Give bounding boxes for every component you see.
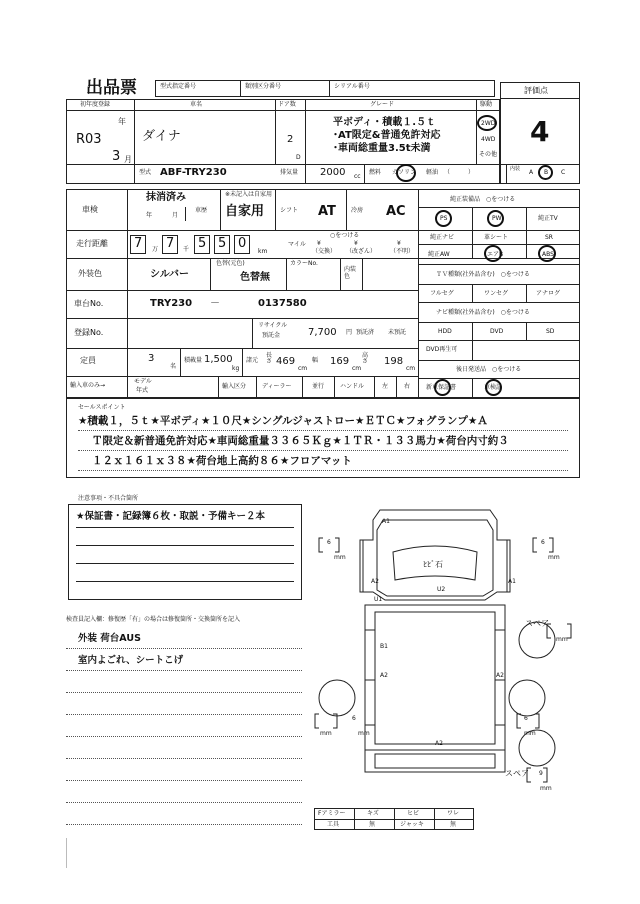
divider — [418, 189, 419, 398]
sales-points-line-3: １２ｘ１６１ｘ３８★荷台地上高約８６★フロアマット — [92, 455, 352, 467]
import-parallel: 並行 — [312, 383, 325, 390]
divider — [500, 98, 580, 99]
class-no-label: 類別区分番号 — [245, 83, 282, 90]
mileage-tamper: （改ざん） — [346, 248, 377, 255]
divider — [362, 258, 363, 290]
legend-break: ワレ — [447, 810, 460, 817]
equip-tv: 純正TV — [538, 215, 558, 222]
divider — [334, 376, 335, 398]
divider — [472, 322, 473, 340]
sales-points-line-1: ★積載１，５ｔ★平ボディ★１０尺★シングルジャストロー★ＥＴＣ★フォグランプ★Ａ — [78, 415, 488, 427]
chassis-label: 車台No. — [74, 299, 104, 308]
dimension-label: 諸元 — [246, 357, 259, 364]
fuel-gasoline: ガソリン — [392, 169, 417, 176]
displacement-unit: cc — [354, 173, 361, 180]
wheel-left — [319, 680, 355, 716]
shift-value: AT — [318, 204, 336, 219]
tire-bottom-mid-mm: mm — [358, 730, 370, 737]
tire-bottom-mid-value: 6 — [352, 715, 356, 722]
equip-abs-circle — [538, 245, 556, 262]
mileage-unknown: （不明） — [390, 248, 415, 255]
mileage-label: 走行距離 — [76, 239, 108, 248]
tv-analog: アナログ — [536, 290, 561, 297]
tire-top-left-value: 6 — [327, 539, 331, 546]
serial-no-label: シリアル番号 — [334, 83, 370, 90]
displacement-value: 2000 — [320, 167, 346, 178]
tire-top-left-mm: mm — [334, 554, 346, 561]
equip-navi: 純正ナビ — [430, 234, 455, 241]
rear-panel — [365, 750, 505, 772]
color-label: 外装色 — [78, 269, 102, 278]
divider — [305, 99, 306, 164]
legend-tools-value: 無 — [369, 821, 376, 828]
chassis-prefix: TRY230 — [150, 298, 193, 309]
divider — [346, 189, 347, 230]
divider — [472, 378, 473, 398]
divider — [256, 376, 257, 398]
grade-line-3: ･車両総重量3.5t未満 — [333, 143, 431, 154]
handle-left: 左 — [382, 383, 389, 390]
usage-note: ※未記入は自家用 — [225, 191, 273, 198]
fuel-label: 燃料 — [369, 169, 382, 176]
width-value: 169 — [330, 356, 350, 367]
divider — [418, 360, 580, 361]
height-value: 198 — [384, 356, 404, 367]
score-value: 4 — [530, 115, 550, 148]
spare-label-top: スペア — [525, 619, 549, 628]
label-u1: U1 — [374, 596, 383, 603]
navi-sd: SD — [546, 328, 555, 335]
usage-label: 車歴 — [195, 207, 208, 214]
interior-label: 内装 — [510, 166, 521, 172]
divider — [180, 348, 181, 376]
recycle-unit: 円 — [346, 329, 353, 336]
divider — [302, 376, 303, 398]
legend-scratch: キズ — [367, 810, 379, 817]
import-source-label: 輸入区分 — [222, 383, 247, 390]
tv-title: ＴＶ種類(社外品含む) ○をつける — [436, 271, 530, 278]
equipment-title: 純正装備品 ○をつける — [450, 196, 516, 203]
rule-line — [66, 802, 302, 803]
tire-top-right-mm: mm — [548, 554, 560, 561]
divider — [275, 189, 276, 230]
model-year-label-2: 年式 — [136, 387, 149, 394]
orig-color-value: 色替無 — [240, 272, 270, 283]
legend-jack-label: ジャッキ — [400, 821, 424, 828]
tv-oneseg: ワンセグ — [484, 290, 509, 297]
rule-line — [76, 581, 294, 582]
model-label: 型式 — [139, 169, 152, 176]
label-a2-bottom: A2 — [435, 740, 443, 747]
grade-line-1: 平ボディ・積載１.５ｔ — [333, 117, 436, 128]
mile-label: マイル — [288, 241, 306, 248]
equip-sr: SR — [545, 234, 553, 241]
model-value: ABF-TRY230 — [160, 167, 227, 178]
scan-edge — [66, 838, 67, 868]
interior-color-label: 内装色 — [344, 266, 357, 281]
rule-line — [76, 563, 294, 564]
divider — [396, 376, 397, 398]
equip-pw: PW — [492, 215, 502, 222]
mileage-digit-1: 7 — [134, 236, 143, 251]
inspection-value: 抹消済み — [146, 192, 186, 203]
spare-label-bottom: スペア — [505, 769, 529, 778]
divider — [472, 207, 473, 258]
drive-2wd-circle — [477, 115, 497, 131]
legend-crack: ヒビ — [407, 810, 420, 817]
displacement-label: 排気量 — [280, 169, 299, 176]
rule-line — [66, 648, 302, 649]
dvd-player: DVD再生可 — [426, 346, 458, 353]
drive-2wd: 2WD — [481, 120, 496, 127]
inspection-month: 月 — [172, 212, 179, 219]
inspection-year: 年 — [146, 212, 153, 219]
divider — [418, 207, 580, 208]
label-a2-right: A2 — [496, 672, 504, 679]
legend-tools-label: 工具 — [327, 821, 340, 828]
divider — [506, 164, 507, 184]
divider — [340, 258, 341, 290]
tire-bottom-right-mm: mm — [524, 730, 536, 737]
divider — [220, 189, 221, 230]
divider — [127, 189, 128, 381]
drive-other: その他 — [479, 151, 498, 158]
inspector-line-2: 室内よごれ、シートこげ — [78, 655, 184, 666]
divider — [418, 322, 580, 323]
recycle-not-deposited: 未預託 — [388, 329, 407, 336]
label-a1-top: A1 — [382, 518, 390, 525]
divider — [434, 808, 435, 830]
mileage-unit-sen: 千 — [183, 246, 190, 253]
equip-abs: ABS — [542, 251, 554, 258]
capacity-label: 定員 — [80, 356, 96, 365]
door-unit: D — [296, 154, 301, 161]
recycle-label-1: リサイクル — [258, 322, 288, 329]
rule-line — [78, 430, 568, 431]
divider — [418, 244, 580, 245]
divider — [134, 99, 135, 184]
divider — [240, 80, 241, 97]
color-value: シルバー — [150, 269, 190, 280]
inspector-line-1: 外装 荷台AUS — [78, 633, 141, 644]
mileage-check-3: ¥ — [397, 240, 401, 247]
capacity-unit: 名 — [170, 363, 177, 370]
drive-label: 駆動 — [480, 101, 493, 108]
header-fields-row — [155, 80, 495, 97]
label-u2: U2 — [437, 586, 446, 593]
length-value: 469 — [276, 356, 296, 367]
divider — [66, 164, 580, 165]
rule-line — [66, 824, 302, 825]
label-b1: B1 — [380, 643, 388, 650]
divider — [374, 376, 375, 398]
mileage-digit-5: 0 — [238, 236, 247, 251]
notes-line-1: ★保証書・記録簿６枚・取説・予備キー２本 — [76, 511, 266, 522]
recycle-deposited: 預託済 — [356, 329, 375, 336]
rule-line — [66, 736, 302, 737]
doors-label: ドア数 — [278, 101, 296, 108]
equip-airbag-circle — [484, 245, 502, 262]
grade-label: グレード — [370, 101, 395, 108]
spare-bottom-value: 9 — [539, 770, 543, 777]
divider — [354, 808, 355, 830]
later-title: 後日発送品 ○をつける — [456, 366, 522, 373]
capacity-value: 3 — [148, 353, 155, 364]
rule-line — [78, 470, 568, 471]
color-no-label: カラーNo. — [290, 260, 318, 267]
sales-points-line-2: Ｔ限定＆新普通免許対応★車両総重量３３６５Ｋｇ★１ＴＲ・１３３馬力★荷台内寸約３ — [92, 435, 509, 447]
drive-4wd: 4WD — [481, 136, 496, 143]
divider — [305, 164, 306, 184]
orig-color-label: 色替(元色) — [216, 260, 245, 267]
load-unit: kg — [232, 365, 240, 372]
first-reg-month: 3 — [112, 149, 121, 164]
mileage-digit-3: 5 — [198, 236, 207, 251]
later-warranty: 新車保証書 — [426, 384, 457, 391]
month-unit: 月 — [124, 155, 132, 164]
equip-ps: PS — [440, 215, 448, 222]
divider — [252, 318, 253, 348]
divider — [185, 207, 186, 221]
inspection-label: 車検 — [82, 205, 98, 214]
length-label: 長さ — [266, 352, 273, 365]
length-unit: cm — [298, 365, 308, 372]
equip-ps-circle — [435, 210, 452, 227]
divider — [526, 284, 527, 302]
import-label: 輸入車のみ→ — [70, 382, 106, 389]
tv-fullseg: フルセグ — [430, 290, 454, 297]
equip-aw: 純正AW — [428, 251, 450, 258]
inspector-label: 検査員記入欄：修復歴「有」の場合は修復箇所・交換箇所を記入 — [66, 616, 241, 623]
divider — [526, 322, 527, 340]
rule-line — [78, 450, 568, 451]
model-approval-no-label: 型式指定番号 — [160, 83, 197, 90]
grade-line-2: ･AT限定&普通免許対応 — [333, 130, 441, 141]
height-label: 高さ — [362, 352, 369, 365]
divider — [364, 164, 365, 184]
equip-pw-circle — [487, 210, 504, 227]
rule-line — [66, 714, 302, 715]
width-label: 幅 — [312, 357, 319, 364]
legend-jack-value: 無 — [450, 821, 457, 828]
year-unit: 年 — [118, 117, 126, 126]
mileage-check-1: ¥ — [317, 240, 321, 247]
rule-line — [66, 692, 302, 693]
divider — [418, 264, 580, 265]
ac-value: AC — [386, 204, 406, 219]
later-warranty-circle — [434, 379, 451, 396]
mileage-digit-4: 5 — [218, 236, 227, 251]
divider — [66, 290, 418, 291]
later-inspection-circle — [485, 379, 502, 396]
rule-line — [66, 758, 302, 759]
rule-line — [76, 545, 294, 546]
handle-label: ハンドル — [340, 383, 365, 390]
interior-a: A — [529, 169, 534, 176]
chassis-dash: － — [210, 298, 220, 309]
load-label: 積載量 — [184, 357, 203, 364]
damage-diagram — [305, 500, 575, 805]
divider — [418, 340, 580, 341]
ac-label: 冷房 — [351, 207, 364, 214]
later-inspection-cert: 車検証 — [484, 384, 503, 391]
sales-points-label: セールスポイント — [78, 404, 126, 411]
mileage-unit: km — [258, 248, 268, 255]
divider — [210, 258, 211, 290]
label-a2-left: A2 — [371, 578, 379, 585]
divider — [66, 258, 580, 259]
equip-leather: 革シート — [484, 234, 509, 241]
divider — [394, 808, 395, 830]
wheel-right — [509, 680, 545, 716]
equip-airbag: エアB — [487, 251, 504, 258]
interior-b: B — [544, 169, 549, 176]
fuel-gasoline-circle — [396, 164, 416, 182]
score-label: 評価点 — [524, 86, 548, 95]
divider — [242, 348, 243, 376]
divider — [286, 258, 287, 290]
import-dealer: ディーラー — [262, 383, 292, 390]
mileage-check-2: ¥ — [354, 240, 358, 247]
width-unit: cm — [352, 365, 362, 372]
height-unit: cm — [406, 365, 416, 372]
divider — [472, 284, 473, 302]
load-value: 1,500 — [204, 354, 233, 365]
handle-right: 右 — [404, 383, 411, 390]
model-year-label-1: モデル — [134, 378, 152, 385]
label-a2-mid: A2 — [380, 672, 388, 679]
recycle-value: 7,700 — [308, 327, 337, 338]
fuel-diesel: 軽油 — [426, 169, 439, 176]
registration-label: 登録No. — [74, 328, 104, 337]
legend-mirror: Fアミラー — [318, 810, 346, 817]
rule-line — [76, 527, 294, 528]
notes-label: 注意事項・不具合箇所 — [78, 495, 139, 502]
divider — [526, 207, 527, 258]
rule-line — [66, 670, 302, 671]
car-name-label: 車名 — [190, 101, 203, 108]
usage-value: 自家用 — [225, 204, 265, 219]
divider — [476, 99, 477, 164]
divider — [418, 284, 580, 285]
cab-inner — [377, 520, 493, 596]
chassis-number: 0137580 — [258, 298, 307, 309]
divider — [127, 376, 128, 398]
label-a1-right: A1 — [508, 578, 516, 585]
divider — [66, 230, 580, 231]
divider — [329, 80, 330, 97]
recycle-label-2: 預託金 — [262, 332, 281, 339]
mileage-unit-man: 万 — [152, 246, 159, 253]
navi-dvd: DVD — [490, 328, 504, 335]
mileage-digit-2: 7 — [166, 236, 175, 251]
fuel-other: （ ） — [444, 169, 475, 176]
tire-bottom-right-value: 6 — [524, 715, 528, 722]
page-title: 出品票 — [86, 78, 137, 98]
label-chip: ﾋﾋﾞ石 — [423, 560, 443, 569]
spare-bottom-mm: mm — [540, 785, 552, 792]
divider — [275, 99, 276, 164]
divider — [66, 318, 418, 319]
divider — [66, 110, 500, 111]
tire-top-right-value: 6 — [541, 539, 545, 546]
navi-hdd: HDD — [438, 328, 452, 335]
spare-top-mm: mm — [556, 636, 568, 643]
divider — [418, 302, 580, 303]
rule-line — [66, 780, 302, 781]
tire-bottom-left-mm: mm — [320, 730, 332, 737]
doors-value: 2 — [287, 134, 294, 145]
interior-c: C — [561, 169, 566, 176]
divider — [66, 376, 418, 377]
bed-inner — [375, 612, 495, 744]
mileage-circle-note: ○をつける — [330, 232, 360, 239]
interior-b-circle — [538, 165, 553, 180]
first-reg-label: 初年度登録 — [80, 101, 111, 108]
divider — [218, 376, 219, 398]
divider — [472, 340, 473, 360]
car-name-value: ダイナ — [142, 129, 181, 144]
navi-title: ナビ種類(社外品含む) ○をつける — [436, 309, 530, 316]
shift-label: シフト — [280, 207, 299, 214]
first-reg-era: R03 — [76, 132, 102, 147]
mileage-swap: （交換） — [312, 248, 337, 255]
